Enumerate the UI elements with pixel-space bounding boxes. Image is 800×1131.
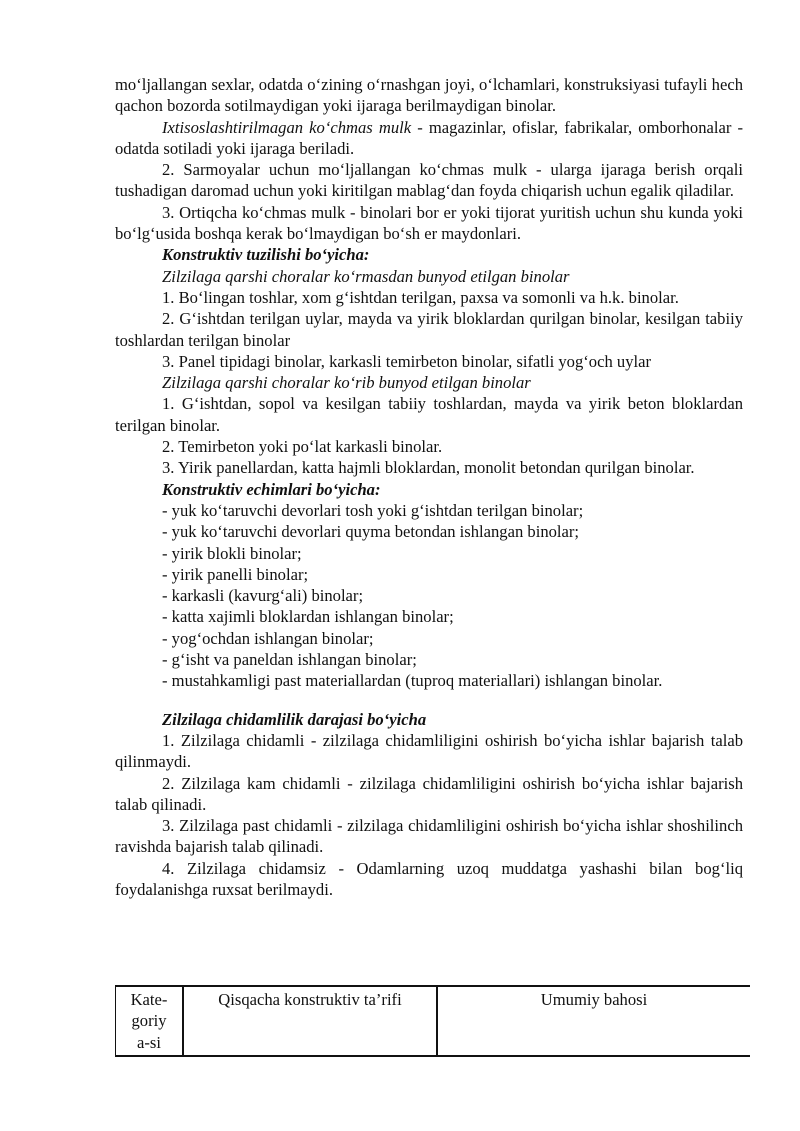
header-description: Qisqacha konstruktiv ta’rifi — [183, 986, 437, 1056]
header-category: Kate- goriy a-si — [116, 986, 184, 1056]
term-definition: - magazinlar, ofislar, fabrikalar, omborhonalar - odatda sotiladi yoki ijaraga beriladi. — [115, 117, 744, 158]
list-item: - yirik panelli binolar; — [162, 564, 309, 584]
list-item: - g‘isht va paneldan ishlangan binolar; — [162, 650, 417, 670]
list-item: 2. G‘ishtdan terilgan uylar, mayda va yirik bloklardan qurilgan binolar, kesilgan tabiiy toshlardan terilgan binolar — [115, 309, 743, 350]
list-item: 3. Zilzilaga past chidamli - zilzilaga chidamliligini oshirish bo‘yicha ishlar shoshilinch ravishda bajarish talab qilinadi. — [115, 816, 743, 857]
section-heading-solutions: Konstruktiv echimlari bo‘yicha: — [162, 479, 381, 499]
category-table — [115, 985, 750, 1057]
list-item: - yirik blokli binolar; — [162, 543, 302, 563]
list-item: - yog‘ochdan ishlangan binolar; — [162, 628, 374, 648]
list-item: 3. Panel tipidagi binolar, karkasli temirbeton binolar, sifatli yog‘och uylar — [162, 351, 651, 371]
section-heading-seismic: Zilzilaga chidamlilik darajasi bo‘yicha — [162, 709, 427, 729]
spacer — [115, 692, 743, 709]
list-item: 1. G‘ishtdan, sopol va kesilgan tabiiy toshlardan, mayda va yirik beton bloklardan terilgan binolar. — [115, 394, 743, 435]
document-page — [115, 74, 743, 900]
list-item: - yuk ko‘taruvchi devorlari tosh yoki g‘ishtdan terilgan binolar; — [162, 500, 584, 520]
table-header-row — [116, 986, 751, 1056]
list-item: 1. Zilzilaga chidamli - zilzilaga chidamliligini oshirish bo‘yicha ishlar bajarish talab qilinmaydi. — [115, 730, 743, 772]
list-item: - mustahkamligi past materiallardan (tuproq materiallari) ishlangan binolar. — [162, 671, 663, 691]
paragraph-surplus: 3. Ortiqcha ko‘chmas mulk - binolari bor er yoki tijorat yuritish uchun shu kunda yoki bo‘lg‘usida boshqa kerak bo‘lmaydigan bo‘sh er maydonlari. — [115, 202, 743, 244]
paragraph-intro: mo‘ljallangan sexlar, odatda o‘zining o‘rnashgan joyi, o‘lchamlari, konstruksiyasi tufayli hech qachon bozorda sotilmaydigan yoki ijaraga berilmaydigan binolar. — [115, 75, 743, 116]
list-item: 2. Temirbeton yoki po‘lat karkasli binolar. — [162, 437, 443, 457]
list-item: - karkasli (kavurg‘ali) binolar; — [162, 586, 364, 606]
list-item: 3. Yirik panellardan, katta hajmli bloklardan, monolit betondan qurilgan binolar. — [162, 458, 695, 478]
paragraph-investment: 2. Sarmoyalar uchun mo‘ljallangan ko‘chmas mulk - ularga ijaraga berish orqali tushadigan daromad uchun yoki kiritilgan mablag‘dan foyda chiqarish uchun egalik qiladilar. — [115, 160, 743, 201]
header-assessment: Umumiy bahosi — [437, 986, 750, 1056]
list-item: 2. Zilzilaga kam chidamli - zilzilaga chidamliligini oshirish bo‘yicha ishlar bajarish talab qilinadi. — [115, 773, 743, 814]
list-item: 4. Zilzilaga chidamsiz - Odamlarning uzoq muddatga yashashi bilan bog‘liq foydalanishga ruxsat berilmaydi. — [115, 858, 743, 899]
section-heading-structure: Konstruktiv tuzilishi bo‘yicha: — [162, 245, 370, 265]
subheading-no-measures: Zilzilaga qarshi choralar ko‘rmasdan bunyod etilgan binolar — [162, 266, 570, 286]
list-item: - katta xajimli bloklardan ishlangan binolar; — [162, 607, 454, 627]
list-item: 1. Bo‘lingan toshlar, xom g‘ishtdan terilgan, paxsa va somonli va h.k. binolar. — [162, 287, 679, 307]
paragraph-nonspecialized — [115, 117, 743, 160]
subheading-with-measures: Zilzilaga qarshi choralar ko‘rib bunyod etilgan binolar — [162, 373, 531, 393]
list-item: - yuk ko‘taruvchi devorlari quyma betondan ishlangan binolar; — [162, 522, 580, 542]
term-nonspecialized: Ixtisoslashtirilmagan ko‘chmas mulk — [162, 117, 412, 137]
